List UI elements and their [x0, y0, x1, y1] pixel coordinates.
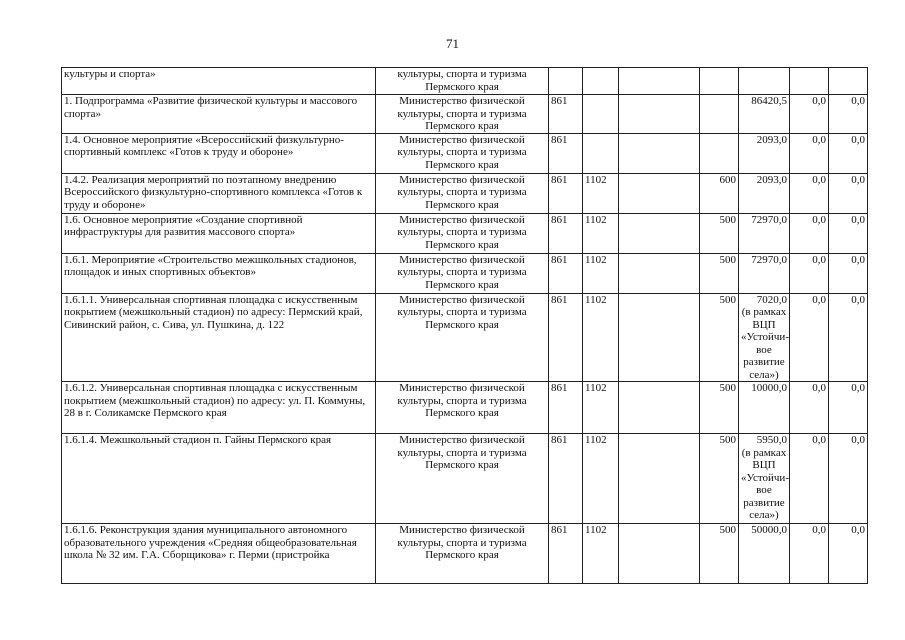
cell-rzpr: 1102 — [583, 253, 619, 293]
cell-y3: 0,0 — [829, 293, 868, 382]
cell-sum — [739, 524, 790, 584]
cell-sum — [739, 95, 790, 134]
cell-csr — [619, 434, 700, 524]
cell-resp: Министерство физической культуры, спорта и туризма Пермского края — [376, 434, 549, 524]
table-row — [62, 382, 868, 434]
cell-resp: Министерство физической культуры, спорта и туризма Пермского края — [376, 95, 549, 134]
cell-rzpr: 1102 — [583, 213, 619, 253]
cell-resp: Министерство физической культуры, спорта и туризма Пермского края — [376, 173, 549, 213]
cell-sum — [739, 382, 790, 434]
table-row — [62, 173, 868, 213]
cell-y2: 0,0 — [790, 253, 829, 293]
cell-vr: 500 — [700, 253, 739, 293]
cell-rzpr — [583, 68, 619, 95]
cell-vr: 500 — [700, 524, 739, 584]
sum-value: 10000,0 — [751, 382, 787, 394]
cell-csr — [619, 253, 700, 293]
cell-vr: 500 — [700, 434, 739, 524]
table-row — [62, 524, 868, 584]
cell-y3: 0,0 — [829, 382, 868, 434]
cell-vr: 500 — [700, 293, 739, 382]
cell-vr: 500 — [700, 382, 739, 434]
cell-name: культуры и спорта» — [62, 68, 376, 95]
sum-value: 86420,5 — [751, 95, 787, 107]
cell-grbs: 861 — [549, 382, 583, 434]
cell-resp: культуры, спорта и туризма Пермского края — [376, 68, 549, 95]
cell-sum — [739, 293, 790, 382]
sum-note: (в рамках ВЦП «Устойчи-вое развитие села») — [741, 446, 789, 521]
budget-table — [61, 67, 868, 584]
cell-csr — [619, 68, 700, 95]
cell-sum — [739, 213, 790, 253]
table-row — [62, 434, 868, 524]
cell-name: 1.6.1.6. Реконструкция здания муниципального автономного образовательного учреждения «Средняя общеобразовательная школа № 32 им. Г.А. Сборщикова» г. Перми (пристройка — [62, 524, 376, 584]
cell-vr — [700, 95, 739, 134]
cell-resp: Министерство физической культуры, спорта и туризма Пермского края — [376, 133, 549, 173]
table-row — [62, 68, 868, 95]
cell-name: 1.6.1.1. Универсальная спортивная площадка с искусственным покрытием (межшкольный стадион) по адресу: Пермский край, Сивинский район, с. Сива, ул. Пушкина, д. 122 — [62, 293, 376, 382]
cell-sum — [739, 173, 790, 213]
sum-value: 72970,0 — [751, 253, 787, 266]
cell-grbs: 861 — [549, 253, 583, 293]
cell-rzpr: 1102 — [583, 173, 619, 213]
cell-vr — [700, 68, 739, 95]
cell-name: 1.6.1.4. Межшкольный стадион п. Гайны Пермского края — [62, 434, 376, 524]
cell-name: 1.4.2. Реализация мероприятий по поэтапному внедрению Всероссийского физкультурно-спортивного комплекса «Готов к труду и обороне» — [62, 173, 376, 213]
cell-y2: 0,0 — [790, 213, 829, 253]
cell-resp: Министерство физической культуры, спорта и туризма Пермского края — [376, 213, 549, 253]
cell-csr — [619, 524, 700, 584]
cell-resp: Министерство физической культуры, спорта и туризма Пермского края — [376, 253, 549, 293]
cell-grbs: 861 — [549, 95, 583, 134]
page-number: 71 — [446, 36, 459, 51]
cell-y3: 0,0 — [829, 524, 868, 584]
cell-y2: 0,0 — [790, 95, 829, 134]
cell-csr — [619, 133, 700, 173]
cell-y3: 0,0 — [829, 173, 868, 213]
sum-value: 5950,0 — [756, 434, 787, 446]
table-row — [62, 293, 868, 382]
cell-grbs: 861 — [549, 434, 583, 524]
cell-rzpr: 1102 — [583, 434, 619, 524]
cell-csr — [619, 213, 700, 253]
cell-sum — [739, 253, 790, 293]
sum-value: 72970,0 — [751, 213, 787, 226]
cell-rzpr: 1102 — [583, 382, 619, 434]
cell-grbs: 861 — [549, 213, 583, 253]
cell-rzpr — [583, 95, 619, 134]
table-row — [62, 253, 868, 293]
cell-csr — [619, 173, 700, 213]
sum-value: 2093,0 — [756, 133, 787, 146]
cell-y2 — [790, 68, 829, 95]
cell-vr: 600 — [700, 173, 739, 213]
cell-rzpr: 1102 — [583, 293, 619, 382]
cell-y2: 0,0 — [790, 382, 829, 434]
cell-y3: 0,0 — [829, 213, 868, 253]
cell-name: 1.6.1. Мероприятие «Строительство межшкольных стадионов, площадок и иных спортивных объектов» — [62, 253, 376, 293]
cell-grbs: 861 — [549, 293, 583, 382]
cell-name: 1. Подпрограмма «Развитие физической культуры и массового спорта» — [62, 95, 376, 134]
cell-resp: Министерство физической культуры, спорта и туризма Пермского края — [376, 293, 549, 382]
cell-y2: 0,0 — [790, 293, 829, 382]
table-row — [62, 133, 868, 173]
cell-y2: 0,0 — [790, 434, 829, 524]
cell-csr — [619, 293, 700, 382]
cell-y3: 0,0 — [829, 253, 868, 293]
cell-name: 1.6.1.2. Универсальная спортивная площадка с искусственным покрытием (межшкольный стадион) по адресу: ул. П. Коммуны, 28 в г. Соликамске Пермского края — [62, 382, 376, 434]
cell-grbs: 861 — [549, 524, 583, 584]
cell-y3: 0,0 — [829, 133, 868, 173]
cell-grbs — [549, 68, 583, 95]
cell-grbs: 861 — [549, 173, 583, 213]
cell-y3: 0,0 — [829, 95, 868, 134]
cell-csr — [619, 382, 700, 434]
sum-value: 7020,0 — [756, 293, 787, 306]
table-row — [62, 213, 868, 253]
cell-vr — [700, 133, 739, 173]
cell-y2: 0,0 — [790, 173, 829, 213]
cell-sum — [739, 434, 790, 524]
cell-sum — [739, 68, 790, 95]
cell-csr — [619, 95, 700, 134]
cell-grbs: 861 — [549, 133, 583, 173]
cell-resp: Министерство физической культуры, спорта и туризма Пермского края — [376, 524, 549, 584]
sum-value: 2093,0 — [756, 173, 787, 186]
cell-y3: 0,0 — [829, 434, 868, 524]
cell-y2: 0,0 — [790, 524, 829, 584]
cell-rzpr: 1102 — [583, 524, 619, 584]
cell-y3 — [829, 68, 868, 95]
sum-value: 50000,0 — [751, 524, 787, 536]
table-row — [62, 95, 868, 134]
cell-vr: 500 — [700, 213, 739, 253]
cell-rzpr — [583, 133, 619, 173]
cell-y2: 0,0 — [790, 133, 829, 173]
cell-name: 1.6. Основное мероприятие «Создание спортивной инфраструктуры для развития массового спорта» — [62, 213, 376, 253]
cell-name: 1.4. Основное мероприятие «Всероссийский физкультурно-спортивный комплекс «Готов к труду и обороне» — [62, 133, 376, 173]
cell-resp: Министерство физической культуры, спорта и туризма Пермского края — [376, 382, 549, 434]
cell-sum — [739, 133, 790, 173]
sum-note: (в рамках ВЦП «Устойчи-вое развитие села») — [741, 306, 789, 381]
